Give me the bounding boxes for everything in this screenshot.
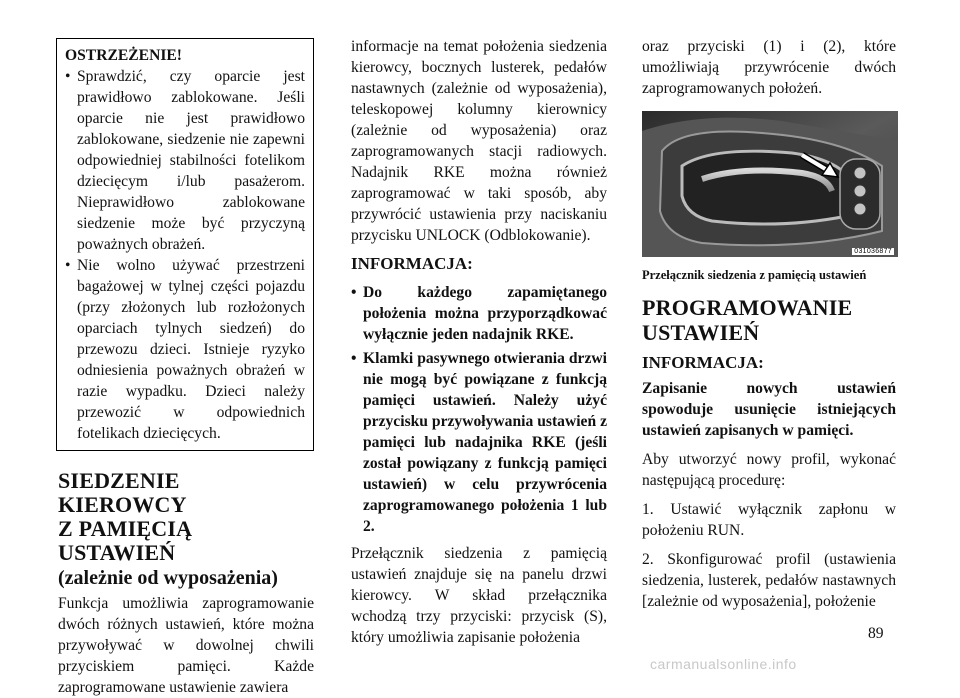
warning-item: • Sprawdzić, czy oparcie jest prawidłowo zablokowane. Jeśli oparcie nie jest prawidłowo zablokowane, siedzenie nie zapewni odpowiedniej stabilności fotelikom dziecięcym i/lub pasażerom. Nieprawidłowo zablokowane siedzenie może być przyczyną poważnych obrażeń. [65, 66, 305, 255]
procedure-intro: Aby utworzyć nowy profil, wykonać następującą procedurę: [642, 451, 896, 489]
settings-paragraph: informacje na temat położenia siedzenia kierowcy, bocznych lusterek, pedałów nastawnych (zależnie od wyposażenia), teleskopowej kolumny kierownicy (zależnie od wyposażenia) oraz zaprogramowanych stacji radiowych. Nadajnik RKE można również zaprogramować w taki sposób, aby przywrócić ustawienia przy naciskaniu przycisku UNLOCK (Odblokowanie). [351, 38, 607, 244]
intro-paragraph: Funkcja umożliwia zaprogramowanie dwóch różnych ustawień, które można przywoływać w dowolnej chwili przyciskiem pamięci. Każde zaprogramowane ustawienie zawiera [58, 595, 314, 696]
info-item: • Do każdego zapamiętanego położenia można przyporządkować wyłącznie jeden nadajnik RKE. [351, 282, 607, 345]
column-left [58, 38, 314, 698]
column-right [642, 36, 896, 612]
warning-title: OSTRZEŻENIE! [65, 47, 182, 64]
info-title: INFORMACJA: [642, 353, 764, 372]
buttons-paragraph: oraz przyciski (1) i (2), które umożliwiają przywrócenie dwóch zaprogramowanych położeń. [642, 38, 896, 97]
column-middle [351, 36, 607, 648]
door-panel-illustration [642, 111, 898, 257]
switch-paragraph: Przełącznik siedzenia z pamięcią ustawień znajduje się na panelu drzwi kierowcy. W skład przełącznika wchodzą trzy przyciski: przycisk (S), który umożliwia zapisanie położenia [351, 545, 607, 646]
watermark: carmanualsonline.info [650, 656, 797, 672]
section-subheading: (zależnie od wyposażenia) [58, 567, 278, 589]
section-heading-line1: SIEDZENIE KIEROWCY [58, 468, 187, 517]
step-1: 1. Ustawić wyłącznik zapłonu w położeniu RUN. [642, 501, 896, 539]
programming-heading [642, 295, 896, 345]
info-title: INFORMACJA: [351, 254, 473, 273]
warning-item: • Nie wolno używać przestrzeni bagażowej w tylnej części pojazdu (przy złożonych lub rozłożonych oparciach tylnych siedzeń) do przewozu dzieci. Istnieje ryzyko odniesienia poważnych obrażeń w razie wypadku. Dzieci należy przewozić w odpowiednich fotelikach dziecięcych. [65, 255, 305, 444]
page-number: 89 [868, 625, 884, 642]
section-heading-line2: Z PAMIĘCIĄ USTAWIEŃ [58, 516, 193, 565]
memory-switch-photo [642, 111, 898, 257]
info-bold-text: Zapisanie nowych ustawień spowoduje usunięcie istniejących ustawień zapisanych w pamięci. [642, 380, 896, 439]
info-list [351, 282, 607, 537]
warning-list [65, 66, 305, 444]
image-code: 031036877 [854, 248, 892, 255]
info-item: • Klamki pasywnego otwierania drzwi nie mogą być powiązane z funkcją pamięci ustawień. Należy użyć przycisku przywoływania ustawień z pamięci lub nadajnika RKE (jeśli został powiązany z funkcją pamięci ustawień) w celu przywrócenia zaprogramowanego położenia 1 lub 2. [351, 348, 607, 537]
programming-heading-line2: USTAWIEŃ [642, 320, 760, 345]
section-heading [58, 469, 314, 565]
step-2: 2. Skonfigurować profil (ustawienia siedzenia, lusterek, pedałów nastawnych [zależnie od wyposażenia], położenie [642, 551, 896, 610]
warning-box [56, 38, 314, 451]
image-caption: Przełącznik siedzenia z pamięcią ustawień [642, 268, 867, 282]
programming-heading-line1: PROGRAMOWANIE [642, 295, 853, 320]
